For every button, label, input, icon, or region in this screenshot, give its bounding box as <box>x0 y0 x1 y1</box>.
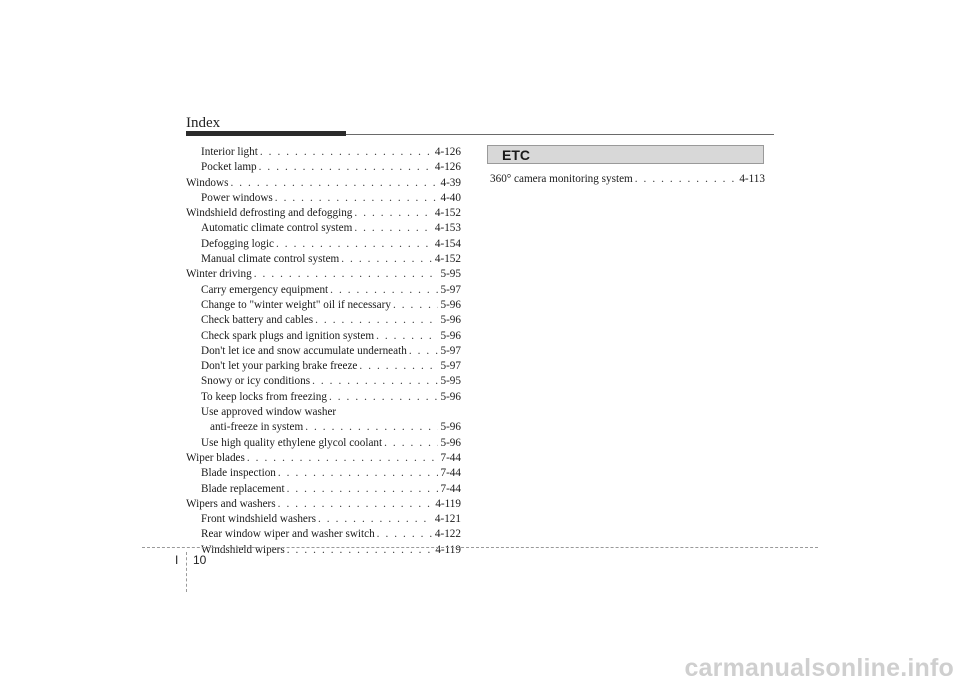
index-entry-label: Front windshield washers <box>201 513 316 526</box>
index-entry-label: Wiper blades <box>186 451 245 464</box>
index-entry-page: 5-97 <box>440 283 461 296</box>
index-entry-page: 5-96 <box>440 314 461 327</box>
dot-leader <box>635 172 738 187</box>
index-entry <box>186 145 461 160</box>
index-entry <box>186 374 461 389</box>
index-entry <box>186 527 461 542</box>
dot-leader <box>260 145 433 160</box>
dot-leader <box>329 390 439 405</box>
index-entry-label: Pocket lamp <box>201 161 257 174</box>
index-entry-label: Defogging logic <box>201 237 275 250</box>
index-entry-label: Don't let your parking brake freeze <box>201 360 358 373</box>
index-entry-page: 4-113 <box>739 173 765 185</box>
index-entry-page: 5-97 <box>440 344 461 357</box>
index-column-right <box>490 172 765 187</box>
dot-leader <box>312 374 438 389</box>
footer-section-letter: I <box>175 553 179 567</box>
index-entry-page: 4-154 <box>434 237 461 250</box>
index-entry-page: 5-95 <box>440 268 461 281</box>
index-entry <box>186 160 461 175</box>
index-entry-page: 5-96 <box>440 329 461 342</box>
index-entry-label: Blade replacement <box>201 482 285 495</box>
index-entry-label: Carry emergency equipment <box>201 283 329 296</box>
index-entry <box>186 313 461 328</box>
index-entry-label: To keep locks from freezing <box>201 390 327 403</box>
dot-leader <box>254 267 439 282</box>
index-entry-page: 4-152 <box>434 207 461 220</box>
index-entry <box>186 405 461 420</box>
index-entry-page: 5-97 <box>440 360 461 373</box>
dot-leader <box>287 482 439 497</box>
dot-leader <box>305 420 438 435</box>
index-entry-page: 4-40 <box>440 191 461 204</box>
index-column-left <box>186 145 461 558</box>
index-entry <box>186 176 461 191</box>
index-entry <box>186 344 461 359</box>
index-entry-page: 5-96 <box>440 298 461 311</box>
index-entry-page: 5-95 <box>440 375 461 388</box>
index-entry-label: Rear window wiper and washer switch <box>201 528 375 541</box>
index-entry-page: 4-119 <box>435 543 461 556</box>
index-entry <box>186 283 461 298</box>
index-entry-page: 7-44 <box>440 467 461 480</box>
index-entry-label: 360° camera monitoring system <box>490 173 633 185</box>
dot-leader <box>275 191 439 206</box>
index-entry-label: Snowy or icy conditions <box>201 375 311 388</box>
index-entry-label: Use high quality ethylene glycol coolant <box>201 436 383 449</box>
index-entry-page: 5-96 <box>440 436 461 449</box>
page-title: Index <box>186 115 221 131</box>
index-entry-page: 7-44 <box>440 451 461 464</box>
dot-leader <box>276 237 433 252</box>
index-entry <box>186 191 461 206</box>
index-entry-label: Change to "winter weight" oil if necessary <box>201 298 391 311</box>
dot-leader <box>377 527 433 542</box>
dot-leader <box>259 160 433 175</box>
index-entry <box>186 359 461 374</box>
dot-leader <box>247 451 439 466</box>
dot-leader <box>384 436 438 451</box>
index-entry-label: Manual climate control system <box>201 253 340 266</box>
dot-leader <box>230 176 438 191</box>
dot-leader <box>359 359 438 374</box>
index-entry-page: 4-122 <box>434 528 461 541</box>
index-entry-label: Don't let ice and snow accumulate underneath <box>201 344 407 357</box>
index-entry <box>186 466 461 481</box>
etc-section-header <box>487 145 764 164</box>
index-entry-label: Wipers and washers <box>186 497 276 510</box>
dot-leader <box>318 512 433 527</box>
page-number: 10 <box>193 553 207 567</box>
index-entry <box>186 451 461 466</box>
index-entry <box>186 267 461 282</box>
index-entry-label: Windshield defrosting and defogging <box>186 207 353 220</box>
index-entry-page: 4-153 <box>434 222 461 235</box>
dot-leader <box>278 466 439 481</box>
index-entry-label: Interior light <box>201 146 258 158</box>
index-entry-page: 4-152 <box>434 253 461 266</box>
dot-leader <box>376 329 438 344</box>
dot-leader <box>330 283 438 298</box>
index-entry-label: Power windows <box>201 191 273 204</box>
footer-rule <box>142 547 818 548</box>
index-entry <box>186 252 461 267</box>
dot-leader <box>354 221 433 236</box>
index-entry-page: 4-119 <box>435 497 461 510</box>
dot-leader <box>278 497 434 512</box>
index-entry-label: Check spark plugs and ignition system <box>201 329 375 342</box>
index-entry <box>186 329 461 344</box>
dot-leader <box>341 252 433 267</box>
index-entry-label: Automatic climate control system <box>201 222 353 235</box>
header-accent-bar <box>186 131 346 136</box>
index-entry-page: 4-126 <box>434 161 461 174</box>
index-entry <box>186 206 461 221</box>
dot-leader <box>354 206 432 221</box>
index-entry-page: 4-126 <box>434 146 461 158</box>
index-entry-page: 4-121 <box>434 513 461 526</box>
index-entry <box>186 237 461 252</box>
dot-leader <box>393 298 439 313</box>
dot-leader <box>287 543 434 558</box>
index-entry <box>186 390 461 405</box>
index-entry-label: Check battery and cables <box>201 314 314 327</box>
index-entry-label: Blade inspection <box>201 467 276 480</box>
header-rule <box>346 134 774 135</box>
index-entry-page: 4-39 <box>440 176 461 189</box>
etc-section-title: ETC <box>502 147 530 163</box>
index-entry-label: Windshield wipers <box>201 543 285 556</box>
index-entry-label: Winter driving <box>186 268 252 281</box>
index-entry-label: Windows <box>186 176 229 189</box>
index-entry-label: anti-freeze in system <box>210 421 304 434</box>
watermark-logo: carmanualsonline.info <box>684 654 954 682</box>
index-entry-label: Use approved window washer <box>201 406 337 419</box>
index-entry-page: 7-44 <box>440 482 461 495</box>
index-entry <box>186 420 461 435</box>
dot-leader <box>409 344 439 359</box>
index-entry <box>186 298 461 313</box>
index-entry <box>186 512 461 527</box>
index-entry <box>186 482 461 497</box>
index-entry-page: 5-96 <box>440 421 461 434</box>
index-entry <box>490 172 765 187</box>
index-entry-page: 5-96 <box>440 390 461 403</box>
index-entry <box>186 436 461 451</box>
dot-leader <box>315 313 438 328</box>
index-entry <box>186 221 461 236</box>
index-entry <box>186 497 461 512</box>
footer-divider <box>186 552 187 592</box>
index-entry <box>186 543 461 558</box>
